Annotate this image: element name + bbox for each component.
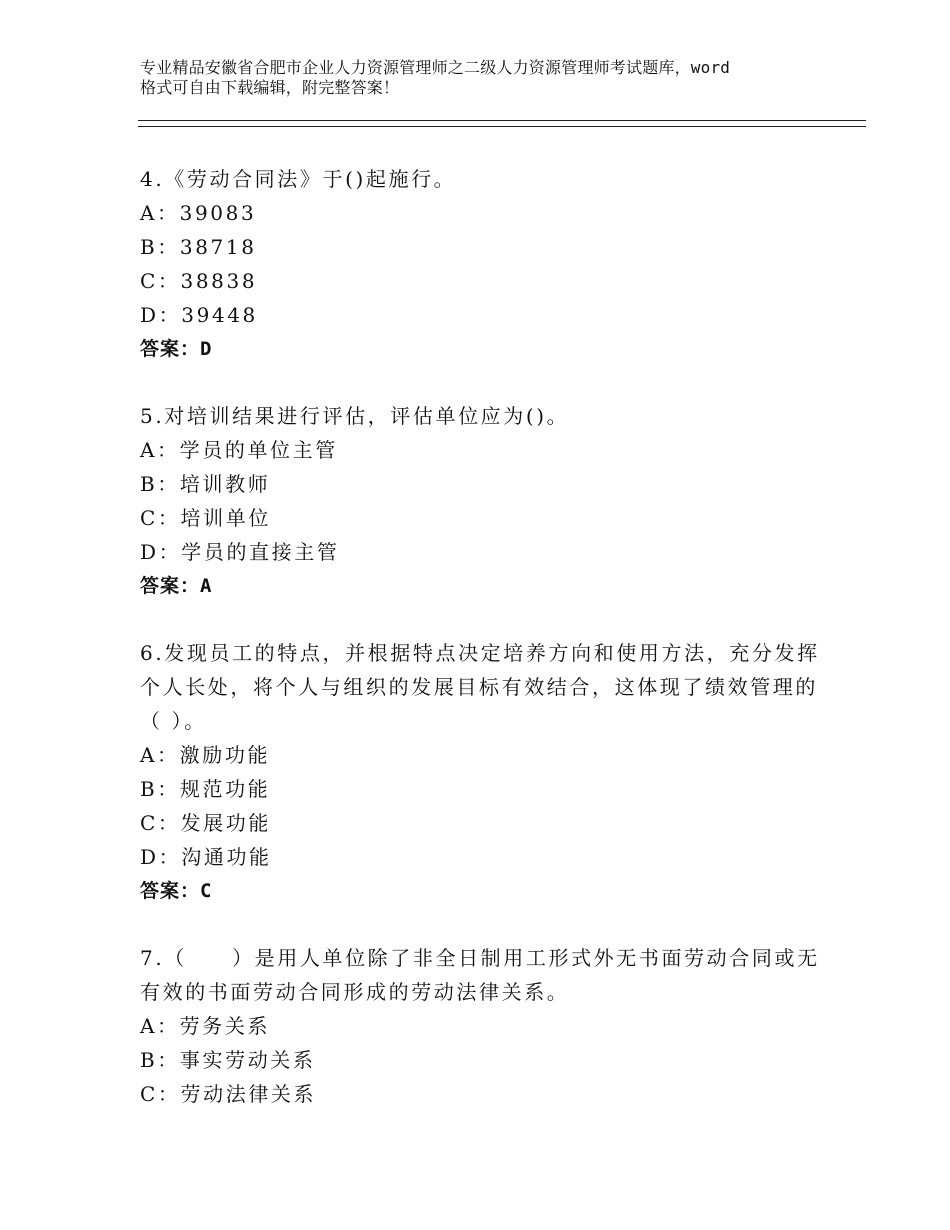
header-line-2: 格式可自由下载编辑，附完整答案！	[140, 78, 400, 97]
question-list	[140, 162, 820, 1144]
question-6	[140, 636, 820, 908]
question-stem: 5.对培训结果进行评估，评估单位应为()。	[140, 404, 570, 428]
header-line-1: 专业精品安徽省合肥市企业人力资源管理师之二级人力资源管理师考试题库，word	[140, 58, 731, 77]
option-a: A： 39083	[140, 201, 257, 225]
question-stem: 4.《劳动合同法》于()起施行。	[140, 167, 457, 191]
option-b: B： 培训教师	[140, 472, 271, 496]
option-c: C： 发展功能	[140, 811, 271, 835]
answer-label: 答案：C	[140, 880, 213, 902]
option-d: D： 学员的直接主管	[140, 540, 340, 564]
option-c: C： 培训单位	[140, 506, 271, 530]
option-a: A： 激励功能	[140, 743, 271, 767]
header-divider	[138, 120, 866, 127]
option-d: D： 沟通功能	[140, 845, 272, 869]
option-c: C： 劳动法律关系	[140, 1082, 317, 1106]
question-stem: 6.发现员工的特点，并根据特点决定培养方向和使用方法，充分发挥个人长处，将个人与组织的发展目标有效结合，这体现了绩效管理的（ ）。	[140, 641, 820, 733]
question-7	[140, 941, 820, 1111]
option-b: B： 规范功能	[140, 777, 271, 801]
answer-label: 答案：D	[140, 338, 213, 360]
document-header	[140, 58, 830, 98]
question-5	[140, 399, 820, 603]
option-b: B： 事实劳动关系	[140, 1048, 316, 1072]
option-b: B： 38718	[140, 235, 257, 259]
question-4	[140, 162, 820, 366]
option-c: C： 38838	[140, 269, 258, 293]
option-d: D： 39448	[140, 303, 258, 327]
question-stem: 7.（ ）是用人单位除了非全日制用工形式外无书面劳动合同或无有效的书面劳动合同形成的劳动法律关系。	[140, 946, 820, 1004]
answer-label: 答案：A	[140, 575, 213, 597]
option-a: A： 劳务关系	[140, 1014, 271, 1038]
option-a: A： 学员的单位主管	[140, 438, 338, 462]
